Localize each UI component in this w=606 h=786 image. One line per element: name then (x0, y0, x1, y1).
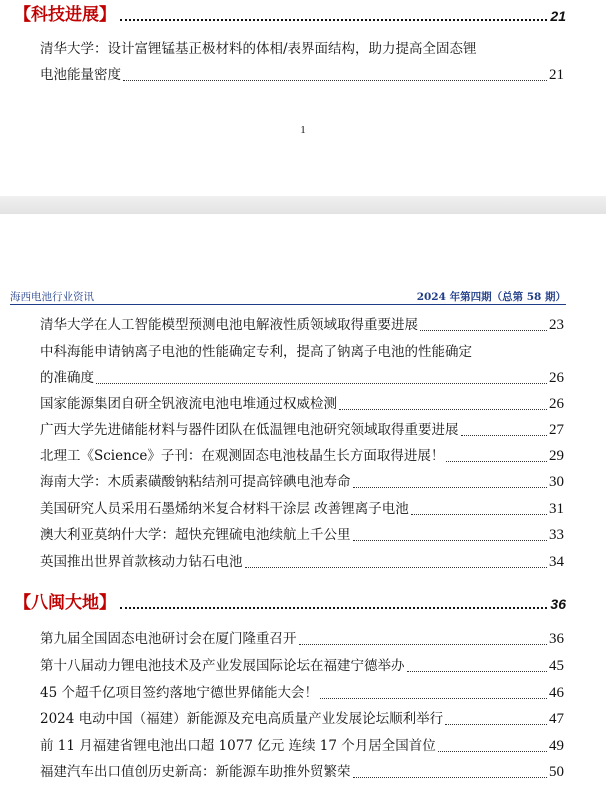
toc-page-number: 30 (549, 474, 564, 490)
toc-entry-text: 福建汽车出口值创历史新高：新能源车助推外贸繁荣 (40, 764, 351, 780)
toc-entry-text: 中科海能申请钠离子电池的性能确定专利，提高了钠离子电池的性能确定 (40, 344, 472, 360)
section-heading-keji[interactable] (14, 5, 566, 25)
dot-leader (353, 540, 548, 541)
dot-leader (411, 514, 547, 515)
toc-entry[interactable] (40, 312, 564, 338)
toc-page-number: 45 (549, 658, 564, 674)
toc-entry[interactable] (40, 391, 564, 417)
toc-page-number: 50 (549, 764, 564, 780)
toc-entry[interactable] (40, 733, 564, 759)
toc-entry[interactable] (40, 626, 564, 652)
toc-entry-text: 前 11 月福建省锂电池出口超 1077 亿元 连续 17 个月居全国首位 (40, 738, 436, 754)
toc-entry-text: 第九届全国固态电池研讨会在厦门隆重召开 (40, 631, 297, 647)
header-publication: 海西电池行业资讯 (10, 291, 94, 303)
section-page-number: 21 (550, 8, 566, 24)
page-separator (0, 196, 606, 214)
toc-entry[interactable] (40, 339, 564, 391)
toc-entry[interactable] (40, 443, 564, 469)
toc-page-number: 27 (549, 422, 564, 438)
toc-entry[interactable] (40, 706, 564, 732)
toc-entry-text: 45 个超千亿项目签约落地宁德世界储能大会！ (40, 685, 318, 701)
toc-page-number: 34 (549, 554, 564, 570)
toc-page-number: 46 (549, 685, 564, 701)
dot-leader (446, 461, 547, 462)
toc-entry-text: 2024 电动中国（福建）新能源及充电高质量产业发展论坛顺利举行 (40, 711, 444, 727)
toc-entry-text: 第十八届动力锂电池技术及产业发展国际论坛在福建宁德举办 (40, 658, 405, 674)
dot-leader (438, 751, 547, 752)
toc-entry-text: 清华大学在人工智能模型预测电池电解液性质领域取得重要进展 (40, 317, 418, 333)
dot-leader (299, 644, 548, 645)
toc-entry-text: 国家能源集团自研全钒液流电池电堆通过权威检测 (40, 396, 337, 412)
dot-leader (123, 80, 547, 81)
section-title: 【科技进展】 (14, 5, 116, 25)
toc-entry-text: 澳大利亚莫纳什大学：超快充锂硫电池续航上千公里 (40, 527, 351, 543)
toc-entry[interactable] (40, 680, 564, 706)
toc-page-number: 36 (549, 631, 564, 647)
toc-entry[interactable] (40, 653, 564, 679)
dot-leader (407, 671, 548, 672)
toc-page-number: 21 (549, 67, 564, 83)
toc-entry-text: 清华大学：设计富锂锰基正极材料的体相/表界面结构，助力提高全固态锂 (40, 41, 477, 57)
toc-entry-text: 美国研究人员采用石墨烯纳米复合材料干涂层 改善锂离子电池 (40, 501, 409, 517)
toc-page-number: 23 (549, 317, 564, 333)
dot-leader (245, 567, 548, 568)
section-page-number: 36 (550, 596, 566, 612)
page-number: 1 (300, 124, 306, 136)
toc-entry[interactable] (40, 549, 564, 575)
dot-leader (420, 330, 547, 331)
dot-leader (320, 698, 547, 699)
toc-entry[interactable] (40, 417, 564, 443)
section-title: 【八闽大地】 (14, 593, 116, 613)
running-header (10, 288, 566, 305)
toc-entry[interactable] (40, 496, 564, 522)
toc-page-number: 33 (549, 527, 564, 543)
toc-entry[interactable] (40, 522, 564, 548)
toc-entry[interactable] (40, 36, 564, 88)
toc-page-number: 26 (549, 396, 564, 412)
dot-leader (461, 435, 548, 436)
dot-leader (339, 409, 547, 410)
dot-leader (120, 19, 547, 21)
dot-leader (96, 383, 547, 384)
toc-page-number: 31 (549, 501, 564, 517)
toc-page-number: 47 (549, 711, 564, 727)
section-heading-bamin[interactable] (14, 593, 566, 613)
toc-entry-text: 英国推出世界首款核动力钻石电池 (40, 554, 243, 570)
toc-entry[interactable] (40, 469, 564, 495)
dot-leader (120, 607, 547, 609)
header-issue: 2024 年第四期（总第 58 期） (416, 291, 566, 303)
dot-leader (445, 724, 547, 725)
toc-page-number: 26 (549, 370, 564, 386)
dot-leader (353, 777, 548, 778)
toc-entry-text: 广西大学先进储能材料与器件团队在低温锂电池研究领域取得重要进展 (40, 422, 459, 438)
toc-page-number: 29 (549, 448, 564, 464)
toc-entry[interactable] (40, 759, 564, 785)
top-page (0, 0, 606, 196)
toc-entry-text: 的准确度 (40, 370, 94, 386)
toc-page-number: 49 (549, 738, 564, 754)
toc-entry-text: 海南大学：木质素磺酸钠粘结剂可提高锌碘电池寿命 (40, 474, 351, 490)
toc-entry-text: 电池能量密度 (40, 67, 121, 83)
dot-leader (353, 487, 548, 488)
toc-entry-text: 北理工《Science》子刊：在观测固态电池枝晶生长方面取得进展！ (40, 448, 445, 464)
